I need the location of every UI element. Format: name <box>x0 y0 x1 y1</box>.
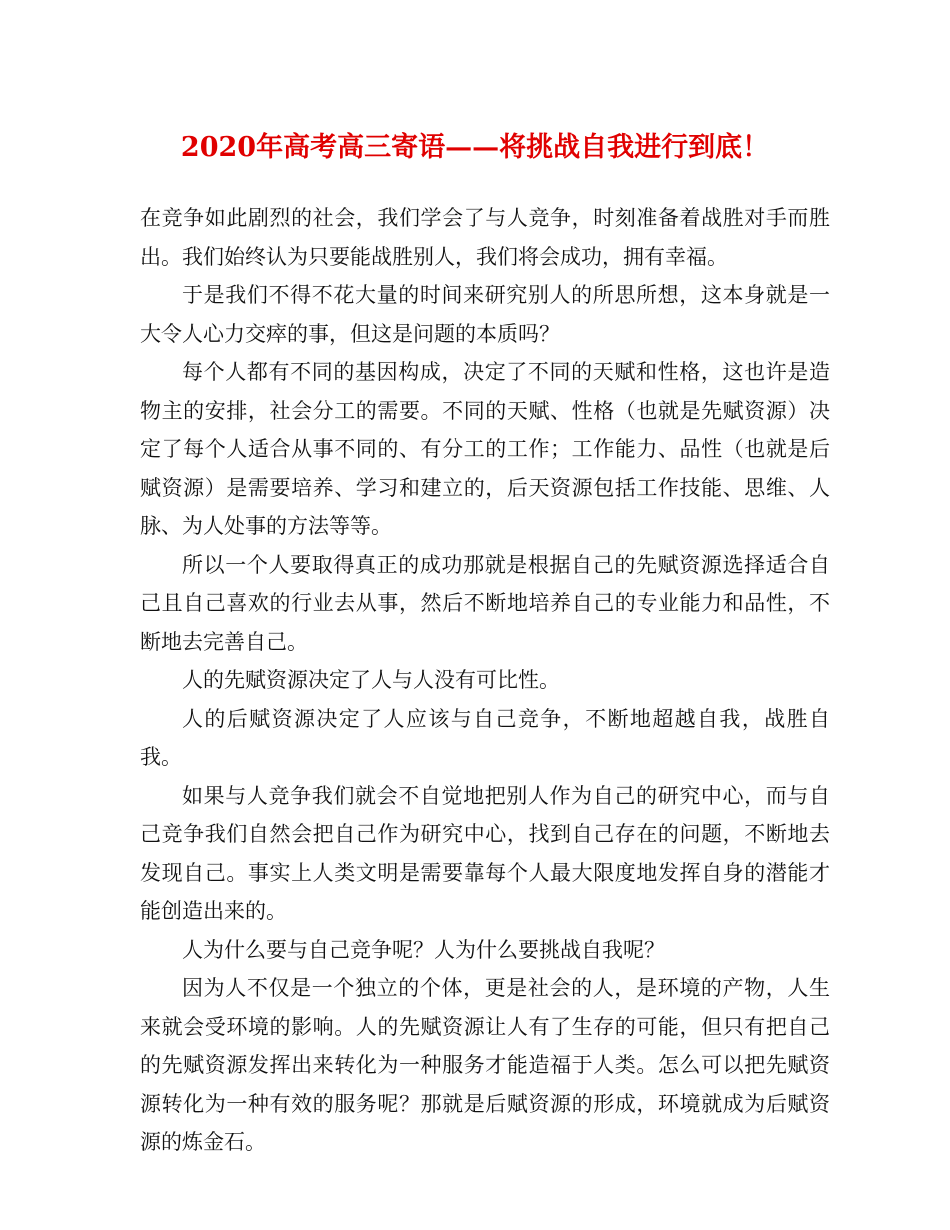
document-body <box>140 199 830 1162</box>
paragraph-1: 在竞争如此剧烈的社会，我们学会了与人竞争，时刻准备着战胜对手而胜出。我们始终认为只要能战胜别人，我们将会成功，拥有幸福。 <box>140 206 830 269</box>
paragraph-2: 于是我们不得不花大量的时间来研究别人的所思所想，这本身就是一大令人心力交瘁的事，但这是问题的本质吗？ <box>140 283 830 346</box>
paragraph-5: 人的先赋资源决定了人与人没有可比性。 <box>182 668 560 692</box>
document-title: 2020年高考高三寄语——将挑战自我进行到底！ <box>180 132 770 163</box>
paragraph-4: 所以一个人要取得真正的成功那就是根据自己的先赋资源选择适合自己且自己喜欢的行业去从事，然后不断地培养自己的专业能力和品性，不断地去完善自己。 <box>140 552 830 654</box>
paragraph-3: 每个人都有不同的基因构成，决定了不同的天赋和性格，这也许是造物主的安排，社会分工的需要。不同的天赋、性格（也就是先赋资源）决定了每个人适合从事不同的、有分工的工作；工作能力、品性（也就是后赋资源）是需要培养、学习和建立的，后天资源包括工作技能、思维、人脉、为人处事的方法等等。 <box>140 360 830 538</box>
paragraph-8: 人为什么要与自己竞争呢？人为什么要挑战自我呢？ <box>182 937 665 962</box>
paragraph-9: 因为人不仅是一个独立的个体，更是社会的人，是环境的产物，人生来就会受环境的影响。人的先赋资源让人有了生存的可能，但只有把自己的先赋资源发挥出来转化为一种服务才能造福于人类。怎么可以把先赋资源转化为一种有效的服务呢？那就是后赋资源的形成，环境就成为后赋资源的炼金石。 <box>140 976 830 1154</box>
paragraph-6: 人的后赋资源决定了人应该与自己竞争，不断地超越自我，战胜自我。 <box>140 706 830 769</box>
paragraph-7: 如果与人竞争我们就会不自觉地把别人作为自己的研究中心，而与自己竞争我们自然会把自己作为研究中心，找到自己存在的问题，不断地去发现自己。事实上人类文明是需要靠每个人最大限度地发挥自身的潜能才能创造出来的。 <box>140 783 830 923</box>
